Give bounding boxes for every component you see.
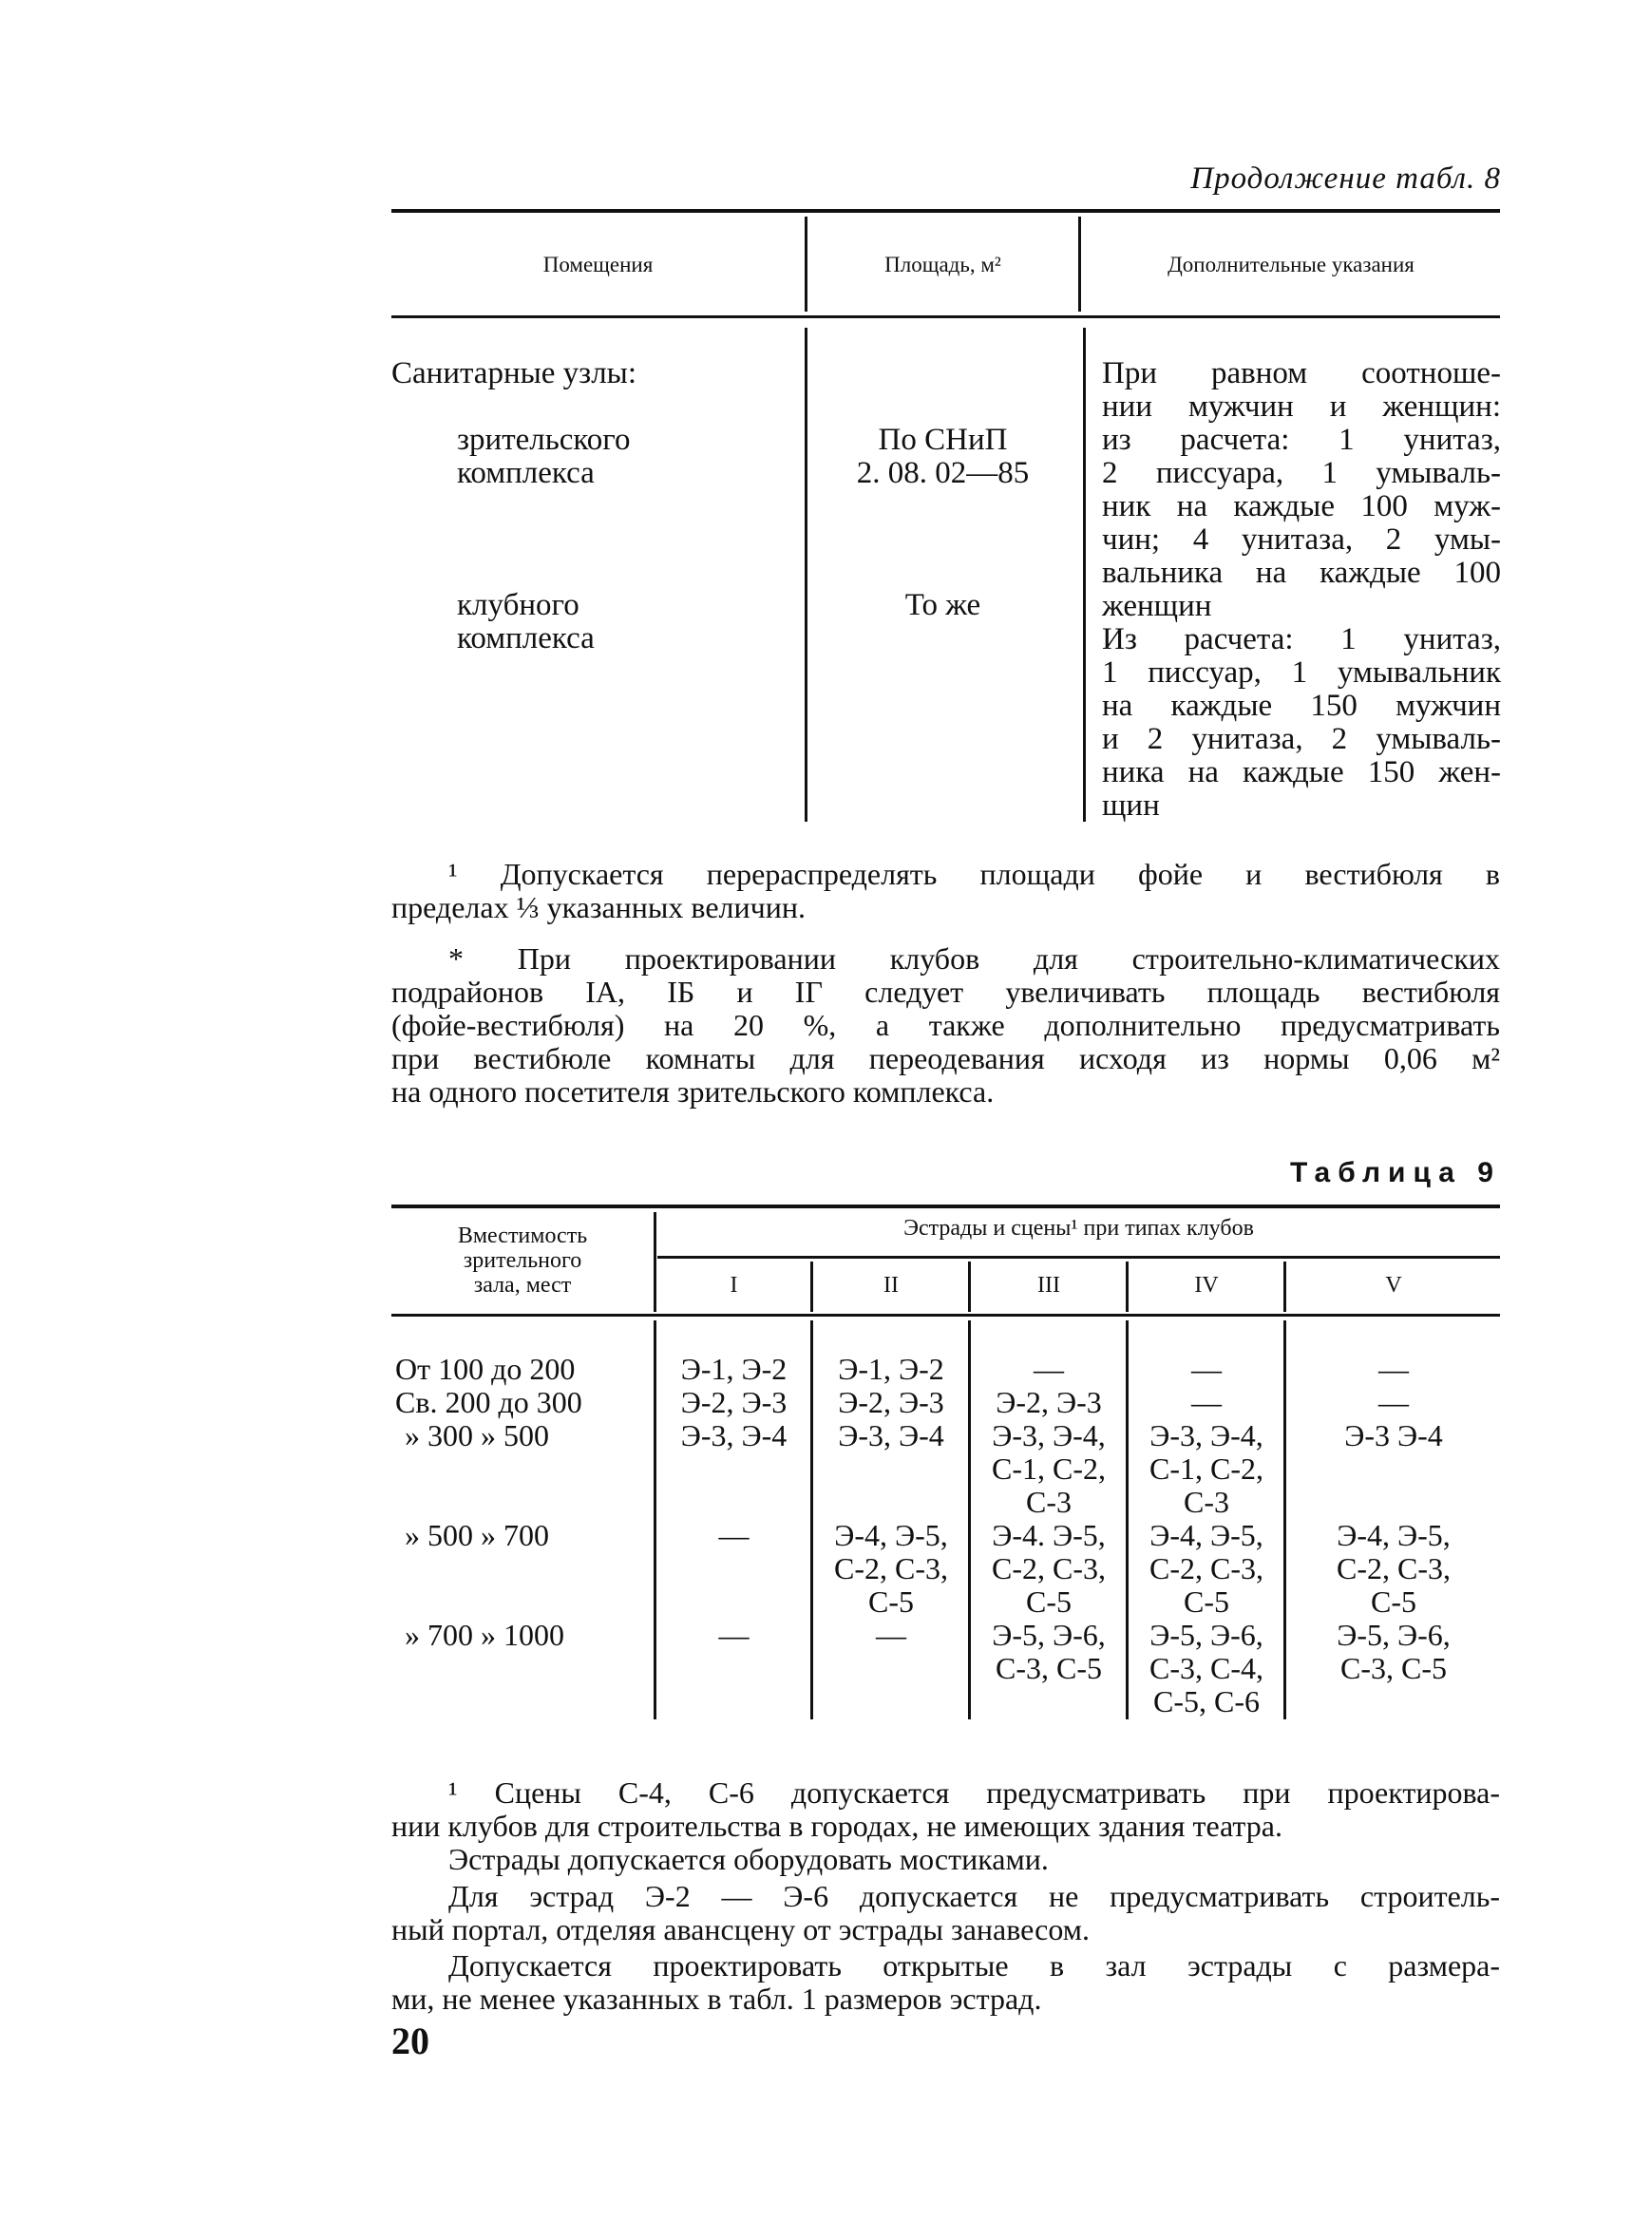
table-cell: Э-4, Э-5, С-2, С-3, С-5	[1337, 1518, 1451, 1619]
column-header-type-5: V	[1385, 1273, 1402, 1298]
table-cell-area: То же	[904, 588, 981, 622]
table-cell-notes	[1102, 357, 1501, 823]
table-header-rule	[391, 315, 1500, 318]
column-divider	[1283, 1320, 1286, 1719]
column-header-notes: Дополнительные указания	[1168, 253, 1415, 276]
column-divider	[1126, 1320, 1129, 1719]
column-header-type-2: II	[883, 1273, 899, 1298]
column-header-type-1: I	[730, 1273, 738, 1298]
column-header-type-4: IV	[1194, 1273, 1219, 1298]
column-divider	[805, 328, 807, 822]
footnote: ¹ Допускается перераспределять площади фойе и вестибюля в пределах ⅓ указанных величин.	[391, 857, 1500, 924]
table-cell: Э-2, Э-3	[680, 1385, 788, 1419]
column-group-header: Эстрады и сцены¹ при типах клубов	[903, 1216, 1254, 1241]
table-cell-capacity: Св. 200 до 300	[395, 1385, 582, 1419]
column-divider	[968, 1320, 971, 1719]
table-caption: Таблица 9	[1289, 1157, 1501, 1188]
column-header-area: Площадь, м²	[884, 253, 1001, 276]
table-cell-capacity: » 700 » 1000	[405, 1618, 564, 1652]
footnote: * При проектировании клубов для строительно-климатических подрайонов IА, IБ и IГ следует увеличивать площадь вестибюля (фойе-вестибюля) на 20 %, а также дополнительно предусматривать при вестибюле комнаты для переодевания исходя из нормы 0,06 м² на одного посетителя зрительского комплекса.	[391, 941, 1500, 1109]
footnote: Допускается проектировать открытые в зал эстрады с размера- ми, не менее указанных в табл. 1 размеров эстрад.	[391, 1948, 1500, 2016]
column-divider	[1126, 1262, 1129, 1312]
table-cell: Э-5, Э-6, С-3, С-5	[1337, 1618, 1451, 1685]
table-cell: Э-3, Э-4	[680, 1418, 788, 1452]
table-cell: Э-5, Э-6, С-3, С-5	[992, 1618, 1106, 1685]
notes-paragraph: Из расчета: 1 унитаз, 1 писсуар, 1 умывальник на каждые 150 мужчин и 2 унитаза, 2 умываль- ника на каждые 150 жен- щин	[1102, 622, 1501, 823]
column-header-type-3: III	[1037, 1273, 1060, 1298]
table-header-rule	[391, 1314, 1500, 1317]
table-cell: —	[1034, 1352, 1064, 1386]
table-cell: Э-5, Э-6, С-3, С-4, С-5, С-6	[1149, 1618, 1263, 1718]
column-divider	[810, 1320, 813, 1719]
column-divider	[810, 1262, 813, 1312]
table-cell: Э-4, Э-5, С-2, С-3, С-5	[1149, 1518, 1263, 1619]
table-cell: Э-3, Э-4, С-1, С-2, С-3	[1149, 1418, 1263, 1519]
column-divider	[654, 1212, 656, 1312]
table-cell-area: По СНиП 2. 08. 02—85	[856, 423, 1030, 490]
table-continuation-caption: Продолжение табл. 8	[1190, 161, 1501, 196]
table-cell-capacity: От 100 до 200	[395, 1352, 576, 1386]
table-top-rule	[391, 209, 1500, 213]
table-cell: Э-4, Э-5, С-2, С-3, С-5	[834, 1518, 948, 1619]
table-cell: Э-2, Э-3	[996, 1385, 1102, 1419]
column-divider	[1283, 1262, 1286, 1312]
table-subheader-rule	[657, 1256, 1500, 1259]
table-cell-room: зрительского комплекса	[457, 423, 631, 490]
column-divider	[1083, 328, 1086, 822]
footnote: Эстрады допускается оборудовать мостиками.	[448, 1842, 1049, 1876]
table-cell: —	[1191, 1385, 1222, 1419]
table-cell: Э-3 Э-4	[1344, 1418, 1443, 1452]
table-cell: —	[1378, 1352, 1409, 1386]
table-cell: Э-4. Э-5, С-2, С-3, С-5	[992, 1518, 1106, 1619]
table-cell: —	[876, 1618, 906, 1652]
table-cell: Э-1, Э-2	[680, 1352, 788, 1386]
page-number: 20	[391, 2020, 429, 2062]
column-header-capacity: Вместимость зрительного зала, мест	[457, 1224, 588, 1298]
table-top-rule	[391, 1205, 1500, 1208]
table-cell: Э-3, Э-4, С-1, С-2, С-3	[992, 1418, 1106, 1519]
column-divider	[968, 1262, 971, 1312]
table-cell: —	[718, 1518, 750, 1552]
column-header-rooms: Помещения	[542, 253, 654, 276]
table-cell-room: клубного комплекса	[457, 588, 595, 655]
table-cell: —	[1378, 1385, 1409, 1419]
column-divider	[654, 1320, 656, 1719]
table-cell: Э-2, Э-3	[838, 1385, 944, 1419]
notes-paragraph: При равном соотноше- нии мужчин и женщин: из расчета: 1 унитаз, 2 писсуара, 1 умываль- ник на каждые 100 муж- чин; 4 унитаза, 2 умы- вальника на каждые 100 женщин	[1102, 356, 1501, 623]
row-group-label: Санитарные узлы:	[391, 356, 637, 390]
table-cell: Э-3, Э-4	[838, 1418, 944, 1452]
table-cell: —	[1191, 1352, 1222, 1386]
table-cell: —	[718, 1618, 750, 1652]
footnote: ¹ Сцены С-4, С-6 допускается предусматривать при проектирова- нии клубов для строительства в городах, не имеющих здания театра.	[391, 1775, 1500, 1843]
table-cell: Э-1, Э-2	[838, 1352, 944, 1386]
footnote: Для эстрад Э-2 — Э-6 допускается не предусматривать строитель- ный портал, отделяя авансцену от эстрады занавесом.	[391, 1879, 1500, 1946]
table-cell-capacity: » 500 » 700	[405, 1518, 549, 1552]
table-cell-capacity: » 300 » 500	[405, 1418, 549, 1452]
